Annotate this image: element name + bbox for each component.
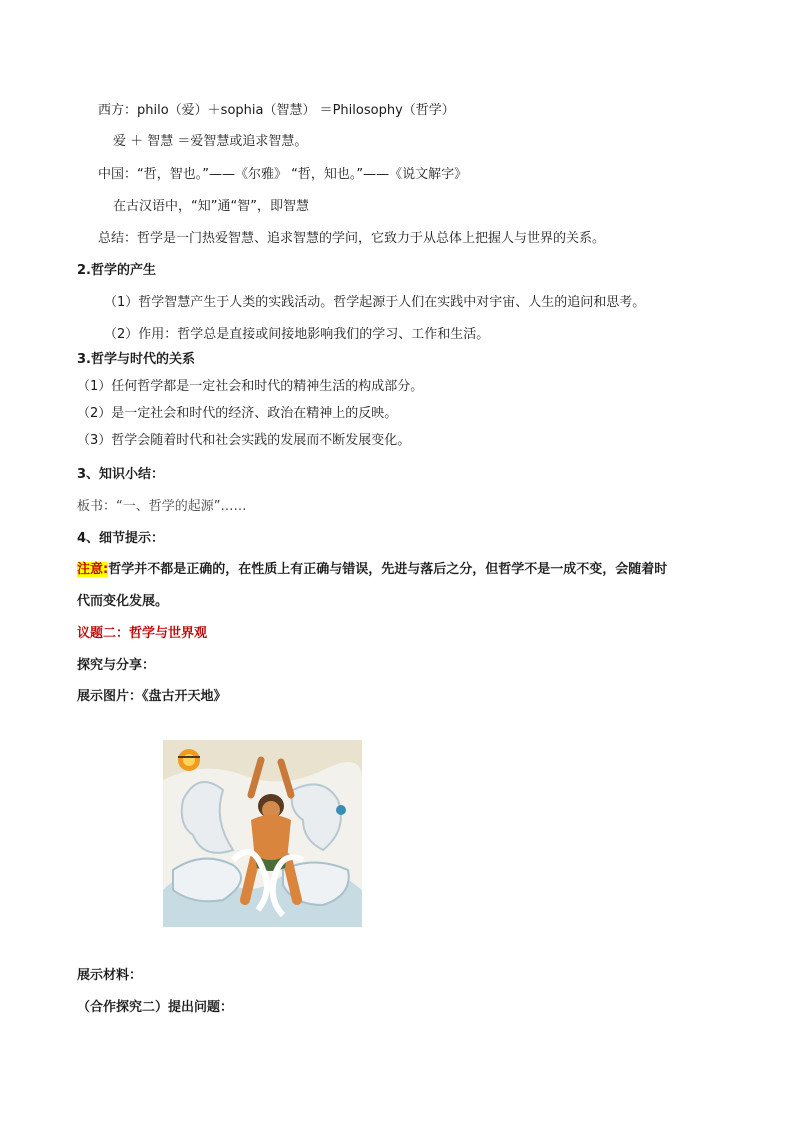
board-text: 板书：“一、哲学的起源”…… [77,499,247,514]
heading-knowledge-summary: 3、知识小结： [77,467,165,482]
show-material-label: 展示材料： [77,968,143,983]
era-item-2: （2）是一定社会和时代的经济、政治在精神上的反映。 [77,406,398,421]
origin-item-1: （1）哲学智慧产生于人类的实践活动。哲学起源于人们在实践中对宇宙、人生的追问和思考。 [104,295,646,310]
note-text: 哲学并不都是正确的，在性质上有正确与错误，先进与落后之分，但哲学不是一成不变，会随着时 [108,562,668,577]
cooperative-question-label: （合作探究二）提出问题： [77,1000,234,1015]
era-item-1: （1）任何哲学都是一定社会和时代的精神生活的构成部分。 [77,379,424,394]
note-label: 注意: [77,562,109,577]
era-item-3: （3）哲学会随着时代和社会实践的发展而不断发展变化。 [77,433,411,448]
origin-item-2: （2）作用：哲学总是直接或间接地影响我们的学习、工作和生活。 [104,327,490,342]
pangu-illustration [163,740,362,927]
west-meaning: 爱 ＋ 智慧 ＝爱智慧或追求智慧。 [113,134,308,149]
summary-text: 总结：哲学是一门热爱智慧、追求智慧的学问，它致力于从总体上把握人与世界的关系。 [98,231,606,246]
heading-detail-tips: 4、细节提示： [77,531,165,546]
heading-origin: 2.哲学的产生 [77,263,156,278]
china-etymology: 中国：“哲，智也。”——《尔雅》 “哲，知也。”——《说文解字》 [98,167,468,182]
show-image-label: 展示图片：《盘古开天地》 [77,689,227,704]
explore-share-label: 探究与分享： [77,658,156,673]
topic2-heading: 议题二：哲学与世界观 [77,626,208,641]
heading-era-relation: 3.哲学与时代的关系 [77,352,195,367]
note-line-1 [77,561,667,579]
west-etymology: 西方：philo（爱）＋sophia（智慧） ＝Philosophy（哲学） [98,103,455,118]
ancient-chinese-note: 在古汉语中，“知”通“智”，即智慧 [113,199,309,214]
note-line-2: 代而变化发展。 [77,594,169,609]
